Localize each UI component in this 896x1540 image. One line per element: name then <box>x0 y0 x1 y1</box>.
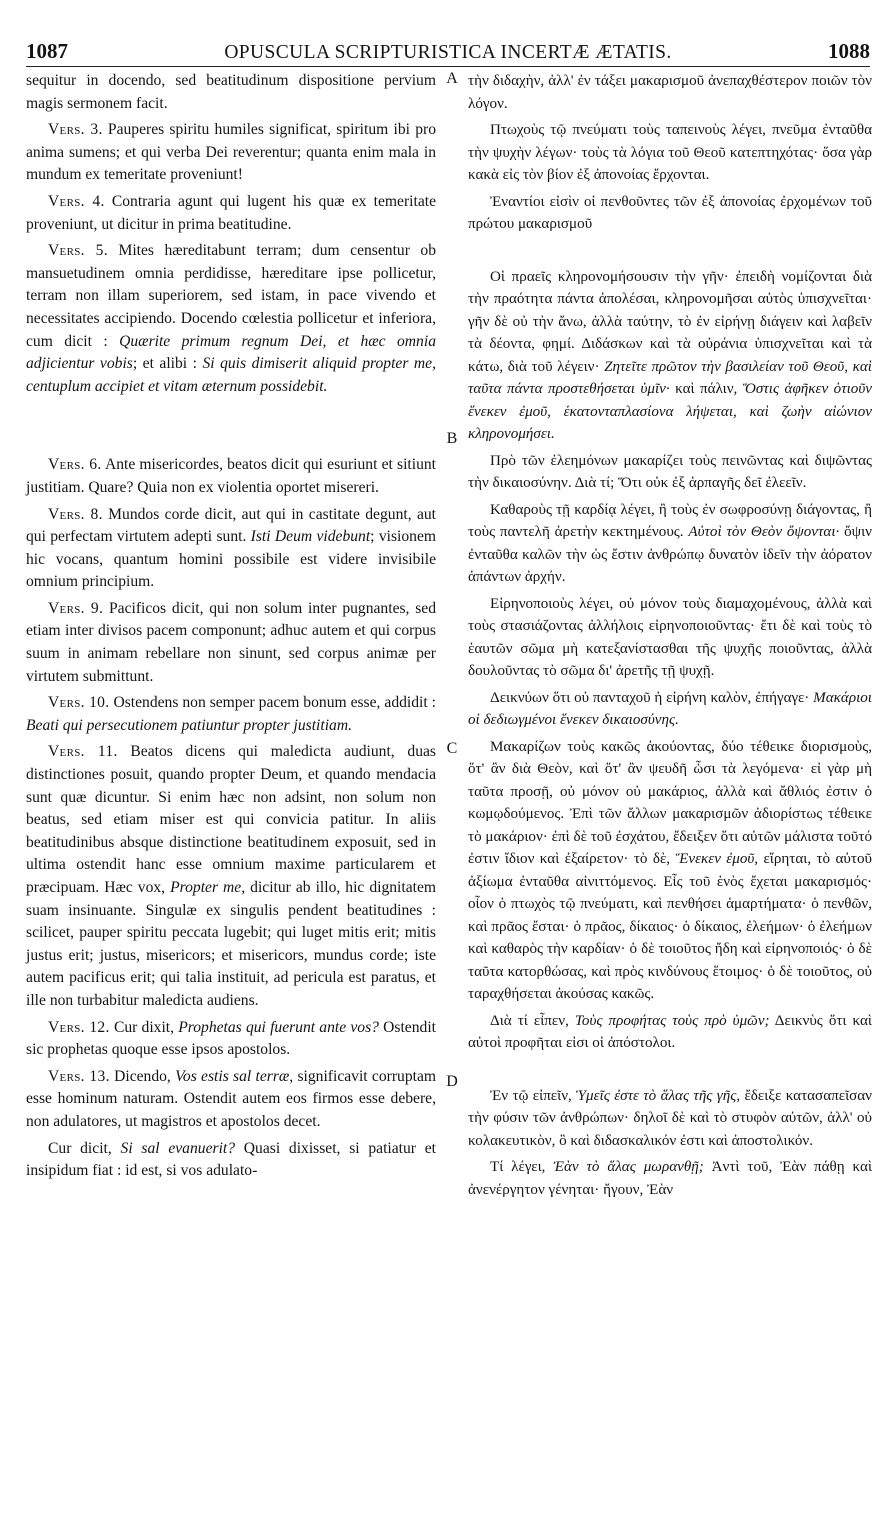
greek-paragraph <box>468 1156 872 1201</box>
paragraph-text: ὄψιν ἐνταῦθα καλῶν τὴν ὡς ἔστιν ἀνθρώπῳ δυνατὸν ἰδεῖν τὴν ἀόρατον ἁπάντων ἀρχήν. <box>468 524 872 585</box>
paragraph-text: dicitur ab illo, hic dignitatem suam insinuante. Singulæ ex singulis pendent beatitudines : scilicet, pauper spiritu peccata lugebit; qui luget mitis erit; mitis justus erit; justus, misericors; et misericors, mundus corde; iste autem pacificus erit; qui talia instituit, ad pericula est paratus, et ille non turbabitur maledicta audiens. <box>26 879 437 1009</box>
paragraph-text: Mites hæreditabunt terram; dum censentur ob mansuetudinem omnia perdidisse, hæreditare ipse pollicetur, terram non illam superiorem, sed istam, in pace vivendo et necessitates accipiendo. Docendo cœlestia pollicetur et inferiora, cum dicit : <box>26 242 436 350</box>
scripture-quote: Ὅστις ἀφῆκεν ὁτιοῦν ἕνεκεν ἐμοῦ, ἑκατονταπλασίονα λήψεται, καὶ ζωὴν αἰώνιον κληρονομήσει. <box>468 381 872 442</box>
latin-paragraph <box>26 240 436 398</box>
verse-label: Vers. 8. <box>48 505 103 523</box>
scripture-quote: Beati qui persecutionem patiuntur propter justitiam. <box>26 716 352 734</box>
section-marker-d: D <box>446 1073 458 1090</box>
paragraph-text: Ἐν τῷ εἰπεῖν, <box>490 1087 572 1104</box>
running-title: OPUSCULA SCRIPTURISTICA INCERTÆ ÆTATIS. <box>224 42 672 63</box>
latin-paragraph <box>26 1017 436 1062</box>
paragraph-text: Mundos corde dicit, aut qui in castitate degunt, aut qui perfectam virtutem adepti sunt. <box>26 505 437 546</box>
greek-paragraph <box>468 70 872 115</box>
verse-label: Vers. 13. <box>48 1067 110 1085</box>
latin-paragraph <box>26 692 436 737</box>
verse-label: Vers. 6. <box>48 456 102 474</box>
latin-paragraph <box>26 1066 436 1134</box>
paragraph-text: καὶ πάλιν, <box>675 381 738 397</box>
latin-paragraph <box>26 454 436 499</box>
column-gap <box>26 402 436 454</box>
scripture-quote: Ἕνεκεν ἐμοῦ, <box>675 851 759 867</box>
latin-paragraph <box>26 70 436 115</box>
paragraph-text: Διὰ τί εἶπεν, <box>490 1012 569 1029</box>
paragraph-text: Ostendens non semper pacem bonum esse, addidit : <box>113 694 436 712</box>
verse-label: Vers. 3. <box>48 121 103 139</box>
paragraph-text: Pauperes spiritu humiles significat, spiritum ibi pro anima sumens; et qui verba Dei reverentur; quanta enim mala in mundum ex temeritate proveniunt! <box>26 121 436 184</box>
verse-label: Vers. 12. <box>48 1018 110 1036</box>
scripture-quote: Propter me, <box>170 879 246 896</box>
paragraph-text: Ante misericordes, beatos dicit qui esuriunt et sitiunt justitiam. Quare? Quia non ex violentia oportet misereri. <box>26 456 437 496</box>
paragraph-text: Pacificos dicit, qui non solum inter pugnantes, sed etiam inter divisos pacem componunt; adhuc autem et qui corpus suum in animam rebellare non sinunt, sed corpus animæ per virtutem submittunt. <box>26 599 437 685</box>
section-marker-a: A <box>446 70 458 87</box>
paragraph-text: Καθαροὺς τῇ καρδίᾳ λέγει, ἢ τοὺς ἐν σωφροσύνῃ διάγοντας, ἢ τοὺς παντελῆ ἀρετὴν κεκτημένους. <box>468 501 872 540</box>
scripture-quote: Ἐὰν τὸ ἅλας μωρανθῇ; <box>553 1159 704 1175</box>
paragraph-text: Δεικνὺς ὅτι καὶ αὐτοὶ προφῆται εἰσι οἱ ἀπόστολοι. <box>468 1012 872 1051</box>
greek-paragraph <box>468 499 872 589</box>
paragraph-text: Οἱ πραεῖς κληρονομήσουσιν τὴν γῆν· ἐπειδὴ νομίζονται διὰ τὴν πραότητα πάντα ἀπολέσαι, κληρονομῆσαι αὐτὸς ὑπισχνεῖται· γῆν δὲ οὐ τὴν ἄνω, ἀλλὰ ταύτην, τὸ ἐν εἰρήνῃ διάγειν καὶ λαβεῖν τὰ δέοντα, φημί. Διδάσκων καὶ τὰ οὐράνια ὑπισχνεῖται καὶ τὰ κάτω, διὰ τοῦ λέγειν· <box>468 268 872 375</box>
greek-paragraph <box>468 119 872 187</box>
paragraph-text: Cur dicit, <box>48 1139 112 1157</box>
page-number-left: 1087 <box>26 39 68 63</box>
latin-paragraph <box>26 504 436 594</box>
scripture-quote: Ὑμεῖς ἐστε τὸ ἅλας τῆς γῆς, <box>576 1087 741 1104</box>
verse-label: Vers. 10. <box>48 694 110 712</box>
scripture-quote: Si quis dimiserit aliquid propter me, centuplum accipiet et vitam æternum possidebit. <box>26 355 436 395</box>
verse-label: Vers. 4. <box>48 192 105 210</box>
latin-paragraph <box>26 1138 436 1183</box>
greek-paragraph <box>468 593 872 683</box>
scripture-quote: Ζητεῖτε πρῶτον τὴν βασιλείαν τοῦ Θεοῦ, καὶ ταῦτα πάντα προστεθήσεται ὑμῖν· <box>468 358 872 397</box>
column-gap <box>468 240 872 266</box>
paragraph-text: Τί λέγει, <box>490 1159 546 1175</box>
paragraph-text: Cur dixit, <box>113 1018 175 1036</box>
scripture-quote: Τοὺς προφήτας τοὺς πρὸ ὑμῶν; <box>574 1012 770 1029</box>
latin-paragraph <box>26 119 436 187</box>
verse-label: Vers. 9. <box>48 599 104 617</box>
greek-paragraph <box>468 736 872 1006</box>
section-marker-c: C <box>446 740 458 757</box>
scripture-quote: Quærite primum regnum Dei, et hæc omnia adjicientur vobis <box>26 332 436 373</box>
greek-paragraph <box>468 266 872 446</box>
paragraph-text: Πτωχοὺς τῷ πνεύματι τοὺς ταπεινοὺς λέγει, πνεῦμα ἐνταῦθα τὴν ψυχὴν λέγων· τοὺς τὰ λόγια τοῦ Θεοῦ κατεπτηχότας· ὅσα γὰρ κακὰ εἰς τὸν βίον ἐξ ἀπονοίας ἔρχονται. <box>468 122 872 183</box>
paragraph-text: εἴρηται, τὸ αὐτοῦ ἀξίωμα ἐνταῦθα αἰνιττόμενος. Εἷς τοῦ ἑνὸς ἔχεται μακαρισμός· οἷον ὁ πτωχὸς τῷ πνεύματι, καὶ πενθήσει ἁμαρτήματα· ὁ πενθῶν, καὶ πρᾶος ἔσται· ὁ πρᾶος, δίκαιος· ὁ δίκαιος, ἐλεήμων· ὁ ἐλεήμων καὶ καθαρὸς τὴν καρδίαν· ὁ δὲ τοιοῦτος ἤδη καὶ εἰρηνοποιός· ὁ δὲ ταῦτα κατορθώσας, καὶ πρὸς κινδύνους ἕτοιμος· ὁ δὲ τοιοῦτος, οὐ ταραχθήσεται ἀκούσας κακῶς. <box>468 851 872 1002</box>
latin-paragraph <box>26 741 436 1012</box>
paragraph-text: ἔδειξε κατασαπεῖσαν τὴν φύσιν τῶν ἀνθρώπων· δηλοῖ δὲ καὶ τὸ στυφὸν αὐτῶν, ἀλλ' οὐ κολακευτικὸν, ὃ καὶ διδασκαλικόν ἐστι καὶ ἀποστολικόν. <box>468 1087 872 1149</box>
greek-column <box>468 70 872 1500</box>
greek-paragraph <box>468 191 872 236</box>
latin-column <box>26 70 436 1500</box>
paragraph-text: Ἐναντίοι εἰσὶν οἱ πενθοῦντες τῶν ἐξ ἀπονοίας ἐρχομένων τοῦ πρώτου μακαρισμοῦ <box>468 193 872 232</box>
verse-label: Vers. 11. <box>48 743 118 761</box>
verse-label: Vers. 5. <box>48 242 108 260</box>
greek-paragraph <box>468 1085 872 1153</box>
paragraph-text: Ostendit sic prophetas quoque esse ipsos apostolos. <box>26 1018 436 1059</box>
page-number-right: 1088 <box>827 39 870 63</box>
scripture-quote: Si sal evanuerit? <box>120 1139 236 1157</box>
paragraph-text: Beatos dicens qui maledicta audiunt, duas distinctiones posuit, quando propter Deum, et quando mendacia sunt quæ dicuntur. Si enim hæc non adsint, non solum non beatus, sed etiam miser est qui convicia patitur. In aliis beatitudinibus absque distinctione beatitudinem exposuit, sed in ultima ostendit hanc esse omnium maxime particularem et præcipuam. Hæc vox, <box>26 743 436 896</box>
column-gap <box>468 1059 872 1085</box>
paragraph-text: Dicendo, <box>114 1067 171 1085</box>
scripture-quote: Prophetas qui fuerunt ante vos? <box>178 1018 379 1036</box>
scripture-quote: Isti Deum videbunt <box>250 528 371 546</box>
paragraph-text: Μακαρίζων τοὺς κακῶς ἀκούοντας, δύο τέθεικε διορισμοὺς, ὅτ' ἂν διὰ Θεὸν, καὶ ὅτ' ἂν ψευδῆ ὦσι τὰ λεγόμενα· εἰ γὰρ μὴ ταῦτα προσῇ, οὐ μόνον οὐ μακάριος, ἀλλὰ καὶ ἄθλιός ἐστιν ὁ κωμῳδούμενος. Ἐπὶ τῶν ἄλλων μακαρισμῶν ἀδιορίστως τέθεικε τὸ μακάριον· ἐπὶ δὲ τοῦ ἐσχάτου, ἔδειξεν ὅτι αὐτῶν μάλιστα τοῦτό ἐστιν ἴδιον καὶ ἐξαίρετον· τὸ δὲ, <box>468 738 872 867</box>
scripture-quote: Μακάριοι οἱ δεδιωγμένοι ἕνεκεν δικαιοσύνης. <box>468 689 872 728</box>
paragraph-text: Πρὸ τῶν ἐλεημόνων μακαρίζει τοὺς πεινῶντας καὶ διψῶντας τὴν δικαιοσύνην. Διὰ τί; Ὅτι οὐκ ἐξ ἁρπαγῆς δεῖ ἐλεεῖν. <box>468 452 872 491</box>
paragraph-text: Ἀντὶ τοῦ, Ἐὰν πάθῃ καὶ ἀνενέργητον γένηται· ἤγουν, Ἐὰν <box>468 1159 872 1198</box>
greek-paragraph <box>468 1010 872 1055</box>
paragraph-text: ; visionem hic vocans, quantum homini possibile est videre invisibile omnium principium. <box>26 528 436 591</box>
page-header <box>26 30 870 67</box>
greek-paragraph <box>468 450 872 495</box>
scripture-quote: Vos estis sal terræ, <box>175 1067 294 1085</box>
latin-paragraph <box>26 191 436 236</box>
paragraph-text: τὴν διδαχὴν, ἀλλ' ἐν τάξει μακαρισμοῦ ἀνεπαχθέστερον ποιῶν τὸν λόγον. <box>468 73 872 112</box>
paragraph-text: significavit corruptam esse hominum naturam. Ostendit autem eos firmos esse debere, non adulatores, ut magistros et apostolos decet. <box>26 1067 436 1130</box>
paragraph-text: Δεικνύων ὅτι οὐ πανταχοῦ ἡ εἰρήνη καλὸν, ἐπήγαγε· <box>490 689 810 706</box>
paragraph-text: ; et alibi : <box>132 355 197 373</box>
paragraph-text: Quasi dixisset, si patiatur et insipidum fiat : id est, si vos adulato- <box>26 1139 436 1180</box>
latin-paragraph <box>26 598 436 688</box>
paragraph-text: Contraria agunt qui lugent his quæ ex temeritate proveniunt, ut dicitur in prima beatitudine. <box>26 192 436 233</box>
section-marker-b: B <box>446 430 458 447</box>
scripture-quote: Αὐτοὶ τὸν Θεὸν ὄψονται· <box>688 524 840 540</box>
paragraph-text: sequitur in docendo, sed beatitudinum dispositione pervium magis sermonem facit. <box>26 72 436 112</box>
paragraph-text: Εἰρηνοποιοὺς λέγει, οὐ μόνον τοὺς διαμαχομένους, ἀλλὰ καὶ τοὺς στασιάζοντας ἀλλήλοις εἰρηνοποιοῦντας· ἔτι δὲ καὶ τοὺς τὸ ἑαυτῶν σῶμα μὴ κατεξανίστασθαι τῆς ψυχῆς ποιοῦντας, ἀλλὰ δουλοῦντας τὸ σῶμα δι' ἀρετῆς τῇ ψυχῇ. <box>468 595 872 679</box>
greek-paragraph <box>468 687 872 732</box>
